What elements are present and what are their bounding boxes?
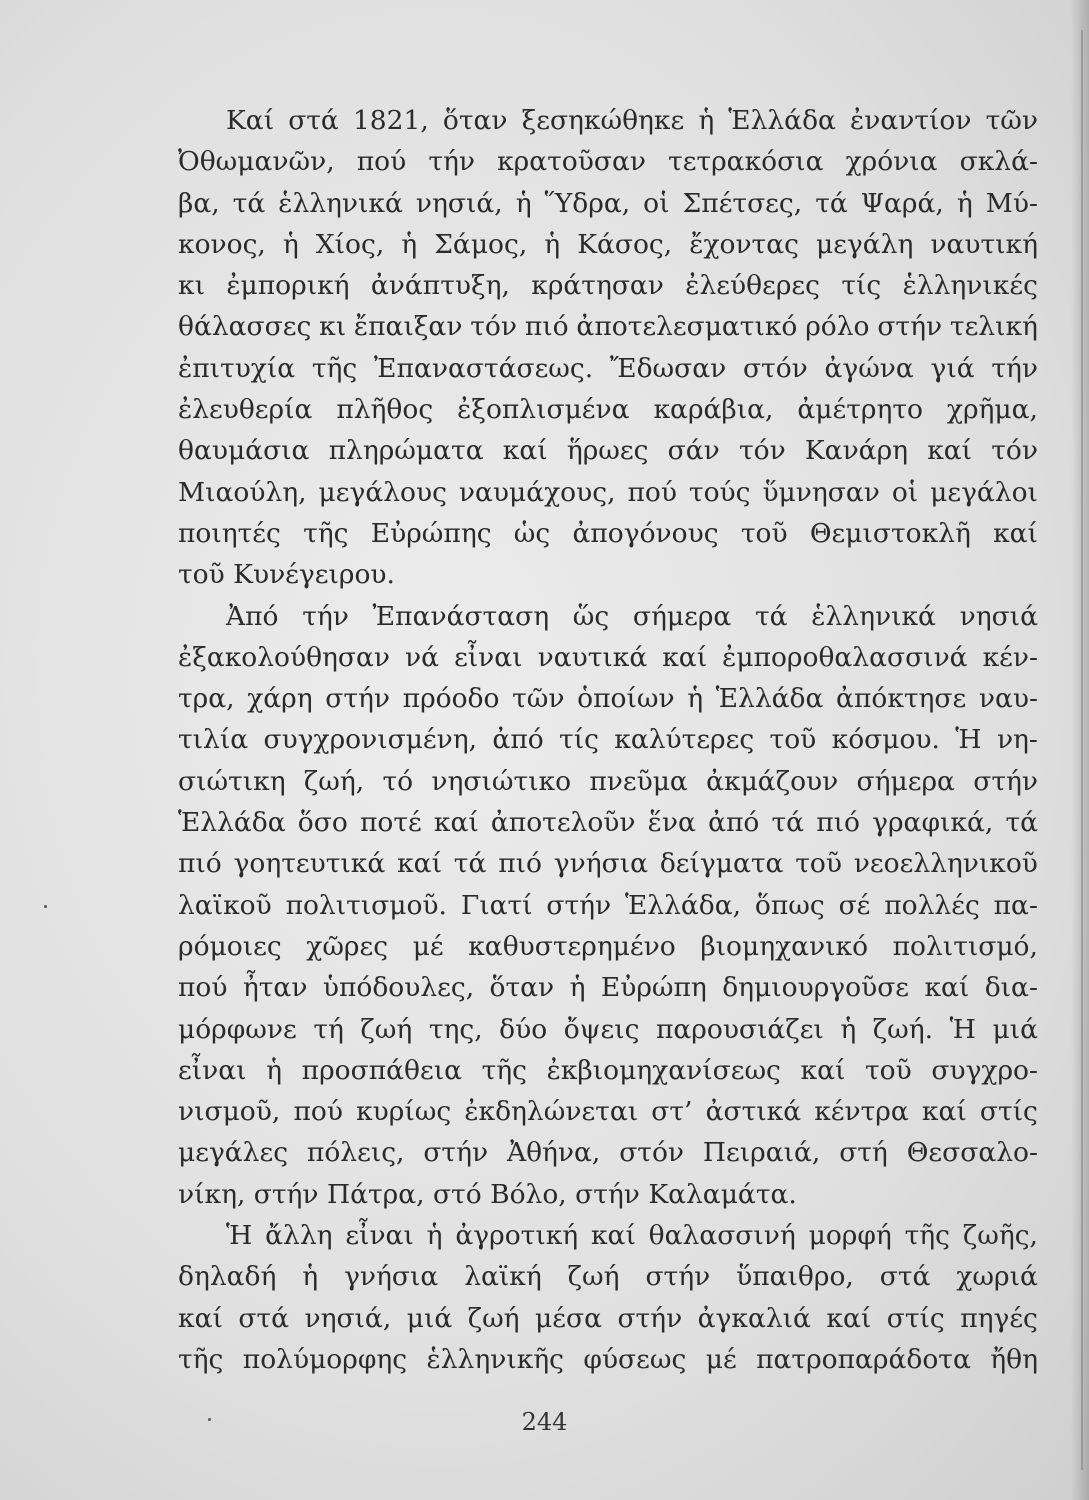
text-line: θάλασσες κι ἔπαιξαν τόν πιό ἀποτελεσματικό ρόλο στήν τελική (178, 311, 1038, 343)
text-line: πιό γοητευτικά καί τά πιό γνήσια δείγματα τοῦ νεοελληνικοῦ (178, 848, 1038, 880)
text-line: θαυμάσια πληρώματα καί ἥρωες σάν τόν Κανάρη καί τόν (178, 435, 1038, 467)
text-line: τῆς πολύμορφης ἑλληνικῆς φύσεως μέ πατροπαράδοτα ἤθη (178, 1343, 1038, 1375)
text-line: λαϊκοῦ πολιτισμοῦ. Γιατί στήν Ἑλλάδα, ὅπως σέ πολλές πα- (178, 889, 1038, 921)
text-line: πού ἦταν ὑπόδουλες, ὅταν ἡ Εὐρώπη δημιουργοῦσε καί δια- (178, 972, 1038, 1004)
text-line: Ἡ ἄλλη εἶναι ἡ ἀγροτική καί θαλασσινή μορφή τῆς ζωῆς, (226, 1220, 1038, 1252)
text-line: σιώτικη ζωή, τό νησιώτικο πνεῦμα ἀκμάζουν σήμερα στήν (178, 765, 1038, 797)
text-line: ποιητές τῆς Εὐρώπης ὡς ἀπογόνους τοῦ Θεμιστοκλῆ καί (178, 517, 1038, 549)
page-edge-line (1081, 30, 1083, 1470)
text-line: μόρφωνε τή ζωή της, δύο ὄψεις παρουσιάζει ἡ ζωή. Ἡ μιά (178, 1013, 1038, 1045)
page-number: 244 (521, 1408, 568, 1436)
body-text (178, 100, 1038, 1380)
page-edge-shadow (1071, 0, 1089, 1500)
text-line: Καί στά 1821, ὅταν ξεσηκώθηκε ἡ Ἑλλάδα ἐναντίον τῶν (226, 105, 1038, 136)
text-line: Ἑλλάδα ὅσο ποτέ καί ἀποτελοῦν ἕνα ἀπό τά πιό γραφικά, τά (178, 807, 1038, 839)
text-line: κι ἐμπορική ἀνάπτυξη, κράτησαν ἐλεύθερες τίς ἑλληνικές (178, 270, 1038, 302)
text-line: ἐπιτυχία τῆς Ἐπαναστάσεως. Ἔδωσαν στόν ἀγώνα γιά τήν (178, 352, 1038, 384)
text-line: Ἀπό τήν Ἐπανάσταση ὥς σήμερα τά ἑλληνικά νησιά (226, 600, 1038, 632)
text-line: κονος, ἡ Χίος, ἡ Σάμος, ἡ Κάσος, ἔχοντας μεγάλη ναυτική (178, 228, 1038, 260)
text-line: καί στά νησιά, μιά ζωή μέσα στήν ἀγκαλιά καί στίς πηγές (178, 1302, 1038, 1334)
text-line: Μιαούλη, μεγάλους ναυμάχους, πού τούς ὕμνησαν οἱ μεγάλοι (178, 476, 1038, 508)
text-line: τρα, χάρη στήν πρόοδο τῶν ὁποίων ἡ Ἑλλάδα ἀπόκτησε ναυ- (178, 683, 1038, 715)
text-line: εἶναι ἡ προσπάθεια τῆς ἐκβιομηχανίσεως καί τοῦ συγχρο- (178, 1054, 1038, 1086)
text-line: νίκη, στήν Πάτρα, στό Βόλο, στήν Καλαμάτα. (178, 1178, 797, 1210)
speck (44, 905, 47, 908)
text-line: ἐξακολούθησαν νά εἶναι ναυτικά καί ἐμποροθαλασσινά κέν- (178, 641, 1038, 673)
text-line: βα, τά ἑλληνικά νησιά, ἡ Ὕδρα, οἱ Σπέτσες, τά Ψαρά, ἡ Μύ- (178, 187, 1038, 219)
text-line: ρόμοιες χῶρες μέ καθυστερημένο βιομηχανικό πολιτισμό, (178, 930, 1038, 962)
text-line: ἐλευθερία πλῆθος ἐξοπλισμένα καράβια, ἀμέτρητο χρῆμα, (178, 394, 1038, 426)
text-line: μεγάλες πόλεις, στήν Ἀθήνα, στόν Πειραιά, στή Θεσσαλο- (178, 1137, 1038, 1169)
text-line: Ὀθωμανῶν, πού τήν κρατοῦσαν τετρακόσια χρόνια σκλά- (178, 146, 1038, 178)
text-line: τοῦ Κυνέγειρου. (178, 559, 395, 591)
text-line: τιλία συγχρονισμένη, ἀπό τίς καλύτερες τοῦ κόσμου. Ἡ νη- (178, 724, 1038, 756)
text-line: δηλαδή ἡ γνήσια λαϊκή ζωή στήν ὕπαιθρο, στά χωριά (178, 1261, 1038, 1293)
text-line: νισμοῦ, πού κυρίως ἐκδηλώνεται στ’ ἀστικά κέντρα καί στίς (178, 1096, 1038, 1128)
